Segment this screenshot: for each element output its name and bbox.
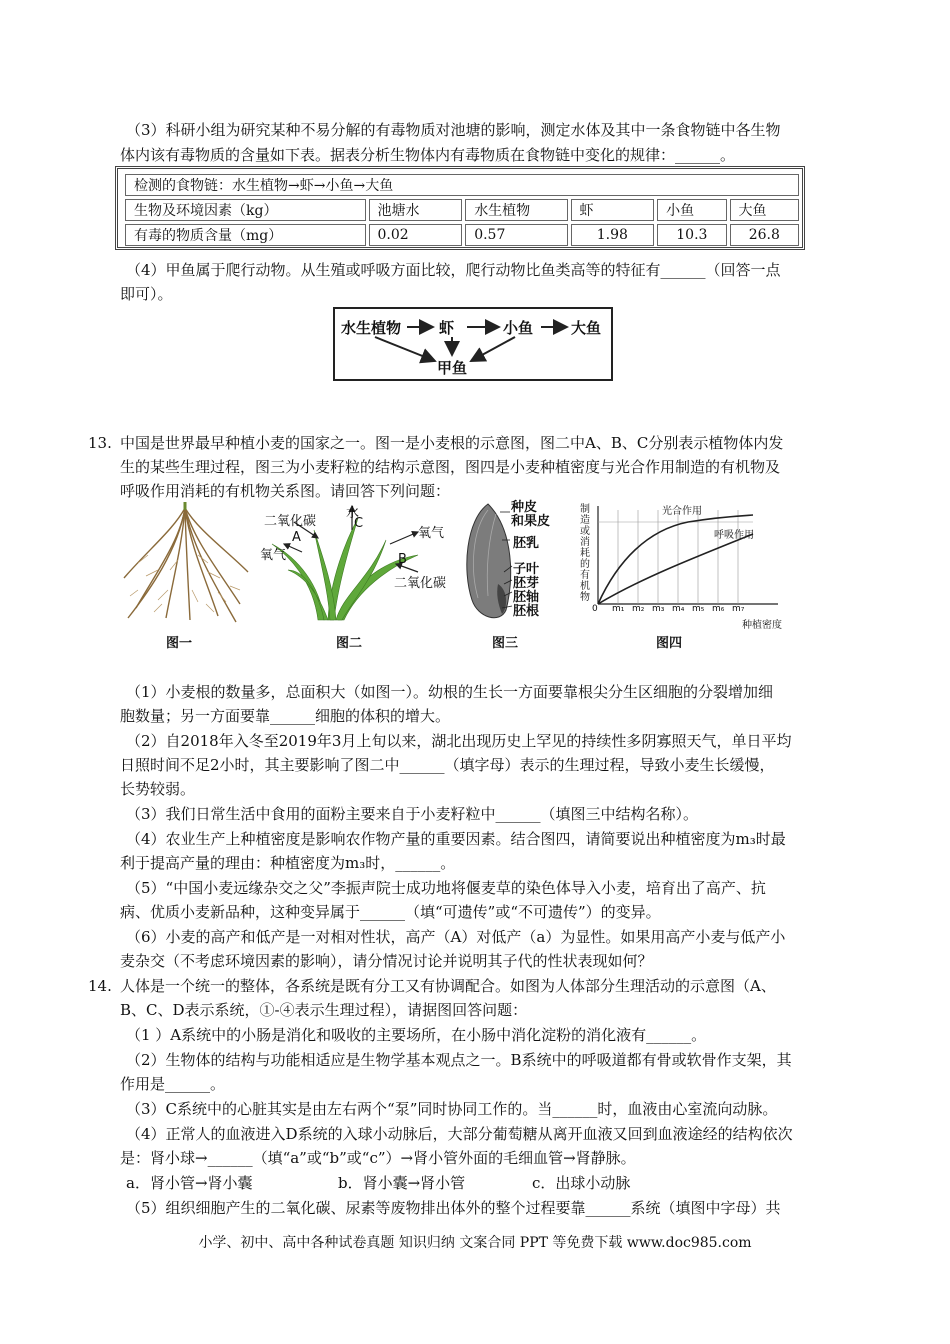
q14-s3: （3）C系统中的心脏其实是由左右两个“泵”同时协同工作的。当______时，血液由心室流向动脉。: [126, 1100, 778, 1118]
q13-s4-line2: 利于提高产量的理由：种植密度为m₃时，______。: [120, 854, 456, 872]
fig4-tick: 0: [592, 604, 598, 614]
q13-s6-line1: （6）小麦的高产和低产是一对相对性状，高产（A）对低产（a）为显性。如果用高产小麦与低产小: [126, 928, 786, 946]
fig1-caption: 图一: [166, 636, 193, 651]
q13-intro1: 中国是世界最早种植小麦的国家之一。图一是小麦根的示意图，图二中A、B、C分别表示植物体内发: [120, 434, 784, 452]
q14-option-c: c．出球小动脉: [532, 1174, 631, 1192]
fig2-o2-left: 氧气: [260, 548, 287, 563]
fig4-tick: m₃: [652, 604, 665, 614]
fig4-tick: m₁: [612, 604, 625, 614]
fig2-caption: 图二: [336, 636, 363, 651]
q13-number: 13.: [88, 434, 112, 452]
fig4-tick: m₅: [692, 604, 705, 614]
fig2-co2-top: 二氧化碳: [264, 514, 317, 529]
q13-s2-line2: 日照时间不足2小时，其主要影响了图二中______（填字母）表示的生理过程，导致小麦生长缓慢，: [120, 756, 775, 774]
q13-s1-line1: （1）小麦根的数量多，总面积大（如图一）。幼根的生长一方面要靠根尖分生区细胞的分裂增加细: [126, 683, 774, 701]
q14-s1: （1 ）A系统中的小肠是消化和吸收的主要场所，在小肠中消化淀粉的消化液有______。: [126, 1026, 707, 1044]
q14-s4-line1: （4）正常人的血液进入D系统的入球小动脉后，大部分葡萄糖从离开血液又回到血液途经的结构依次: [126, 1125, 793, 1143]
table-row: [125, 199, 799, 221]
table-cell: 有毒的物质含量（mg）: [125, 224, 366, 246]
q14-option-a: a．肾小管→肾小囊: [126, 1174, 253, 1192]
header-cell: 虾: [571, 199, 655, 221]
fig3-endosperm: 胚乳: [513, 536, 540, 551]
fig2-co2-right: 二氧化碳: [394, 576, 447, 591]
fig3-plumule: 胚芽: [513, 576, 540, 591]
q14-intro1: 人体是一个统一的整体，各系统是既有分工又有协调配合。如图为人体部分生理活动的示意图（A、: [120, 977, 776, 995]
node-small-fish: 小鱼: [503, 319, 534, 337]
fig3-cotyledon: 子叶: [513, 562, 540, 577]
table-cell: 1.98: [571, 224, 655, 246]
header-cell: 生物及环境因素（kg）: [125, 199, 366, 221]
q14-s2-line1: （2）生物体的结构与功能相适应是生物学基本观点之一。B系统中的呼吸道都有骨或软骨作支架，其: [126, 1051, 792, 1069]
node-aquatic-plant: 水生植物: [341, 319, 402, 337]
food-chain-diagram: [333, 307, 613, 381]
node-shrimp: 虾: [439, 319, 455, 337]
fig2-water: 水: [346, 506, 360, 521]
toxin-table: [115, 166, 805, 250]
fig4-caption: 图四: [656, 636, 683, 651]
fig3-hypocotyl: 胚轴: [513, 590, 540, 605]
q13-s2-line1: （2）自2018年入冬至2019年3月上旬以来，湖北出现历史上罕见的持续性多阴寡照天气，单日平均: [126, 732, 792, 750]
q13-s4-line1: （4）农业生产上种植密度是影响农作物产量的重要因素。结合图四，请简要说出种植密度为m₃时最: [126, 830, 786, 848]
fig3-seed-coat: 种皮: [511, 500, 538, 515]
q12-p3-line1: （3）科研小组为研究某种不易分解的有毒物质对池塘的影响，测定水体及其中一条食物链中各生物: [126, 121, 781, 139]
fig4-tick: m₄: [672, 604, 685, 614]
node-big-fish: 大鱼: [571, 319, 602, 337]
q13-s3: （3）我们日常生活中食用的面粉主要来自于小麦籽粒中______（填图三中结构名称）。: [126, 805, 699, 823]
fig4-photosynthesis: 光合作用: [662, 506, 702, 517]
q13-s1-line2: 胞数量；另一方面要靠______细胞的体积的增大。: [120, 707, 451, 725]
fig2-b: B: [398, 552, 407, 567]
fig2-o2-right: 氧气: [418, 526, 445, 541]
fig2-a: A: [292, 530, 301, 545]
figure-4-density-chart: [578, 500, 788, 655]
table-cell: 10.3: [657, 224, 726, 246]
table-cell: 0.02: [369, 224, 463, 246]
q14-s2-line2: 作用是______。: [120, 1075, 226, 1093]
root-illustration: [118, 500, 253, 625]
q13-intro3: 呼吸作用消耗的有机物关系图。请回答下列问题：: [120, 482, 451, 500]
fig2-c: C: [354, 516, 364, 531]
fig3-caption: 图三: [492, 636, 519, 651]
table-title: 检测的食物链：水生植物→虾→小鱼→大鱼: [125, 174, 799, 196]
q13-s2-line3: 长势较弱。: [120, 780, 196, 798]
fig4-tick: m₇: [732, 604, 745, 614]
q14-option-b: b．肾小囊→肾小管: [338, 1174, 466, 1192]
table-row: [125, 224, 799, 246]
q14-s5: （5）组织细胞产生的二氧化碳、尿素等废物排出体外的整个过程要靠______系统（填图中字母）共: [126, 1199, 781, 1217]
q13-s5-line1: （5）“中国小麦远缘杂交之父”李振声院士成功地将偃麦草的染色体导入小麦，培育出了高产、抗: [126, 879, 766, 897]
q13-intro2: 生的某些生理过程，图三为小麦籽粒的结构示意图，图四是小麦种植密度与光合作用制造的有机物及: [120, 458, 781, 476]
page-footer: 小学、初中、高中各种试卷真题 知识归纳 文案合同 PPT 等免费下载 www.doc985.com: [198, 1235, 752, 1251]
table-cell: 26.8: [730, 224, 799, 246]
table-cell: 0.57: [465, 224, 567, 246]
q12-p4-line1: （4）甲鱼属于爬行动物。从生殖或呼吸方面比较，爬行动物比鱼类高等的特征有______（回答一点: [126, 261, 781, 279]
fig4-respiration: 呼吸作用: [714, 530, 754, 541]
fig3-pericarp: 和果皮: [511, 514, 551, 529]
header-cell: 小鱼: [657, 199, 726, 221]
fig3-radicle: 胚根: [513, 604, 540, 619]
q14-s4-line2: 是：肾小球→______（填“a”或“b”或“c”）→肾小管外面的毛细血管→肾静脉。: [120, 1149, 636, 1167]
header-cell: 池塘水: [369, 199, 463, 221]
q12-p3-line2: 体内该有毒物质的含量如下表。据表分析生物体内有毒物质在食物链中变化的规律：______。: [120, 146, 736, 164]
q13-s5-line2: 病、优质小麦新品种，这种变异属于______（填“可遗传”或“不可遗传”）的变异。: [120, 903, 661, 921]
fig4-tick: m₆: [712, 604, 725, 614]
fig4-ylabel: 制造或消耗的有机物: [580, 504, 590, 603]
q12-p4-line2: 即可）。: [120, 285, 173, 303]
header-cell: 水生植物: [465, 199, 567, 221]
header-cell: 大鱼: [730, 199, 799, 221]
node-turtle: 甲鱼: [437, 359, 468, 377]
fig4-tick: m₂: [632, 604, 645, 614]
q14-intro2: B、C、D表示系统，①-④表示生理过程），请据图回答问题：: [120, 1001, 528, 1019]
fig4-xlabel: 种植密度: [742, 620, 782, 631]
q13-s6-line2: 麦杂交（不考虑环境因素的影响），请分情况讨论并说明其子代的性状表现如何？: [120, 952, 653, 970]
q14-number: 14.: [88, 977, 112, 995]
